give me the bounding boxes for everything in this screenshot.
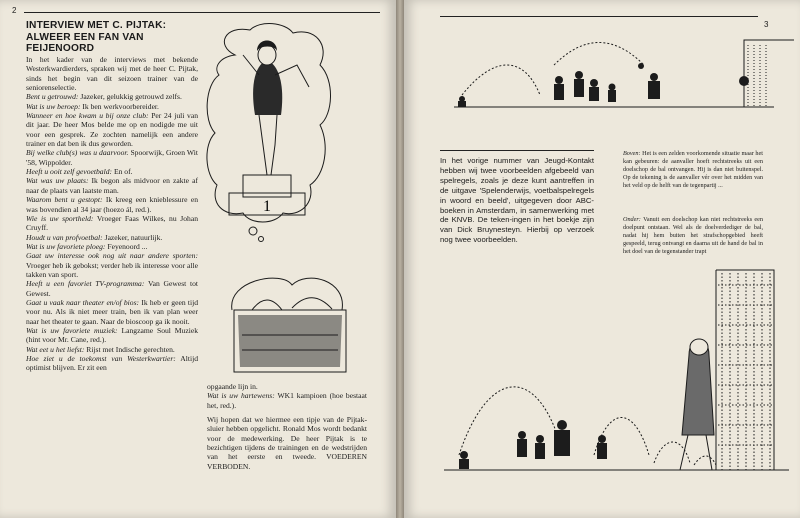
interview-qa-item — [26, 345, 198, 354]
trophy-number: 1 — [263, 198, 271, 215]
caption-top — [623, 150, 763, 190]
interview-question: Waarom bent u gestopt: — [26, 195, 103, 205]
closing-paragraph: Wij hopen dat we hiermee een tipje van de Pijtak-sluier hebben opgelicht. Ronald Mos wordt bedankt voor de medewerking. De heer Pijtak is te bezichtigen tijdens de trainingen en de wedstrijden van het eerste en tweede. VOEDEREN VERBODEN. — [207, 415, 367, 471]
interview-question: Wie is uw sportheld: — [26, 213, 94, 223]
interview-answer: En of. — [113, 167, 133, 177]
interview-question: Wat is uw favoriete ploeg: — [26, 241, 106, 251]
intro-paragraph: In het kader van de interviews met bekende Westerkwardierders, spraken wij met de heer C. Pijtak, sinds het begin van dit seizoen trainer van de seniorenselectie. — [26, 55, 198, 93]
interview-question: Heeft u een favoriet TV-programma: — [26, 279, 145, 289]
caption-bottom-label: Onder: — [623, 216, 641, 223]
interview-question: Gaat uw interesse ook nog uit naar andere sporten: — [26, 251, 198, 261]
article-rule — [440, 150, 594, 151]
page-number-right: 3 — [764, 20, 769, 29]
trophy-cartoon — [205, 25, 335, 245]
interview-qa-item — [26, 167, 198, 176]
interview-answer: Ik heb er geen tijd voor nu. Als ik niet meer train, ben ik van plan weer naar het theater te gaan. Naar de bioscoop ga ik nooit. — [26, 297, 199, 326]
second-column — [207, 382, 367, 471]
caption-top-text: Het is een zelden voorkomende situatie maar het kan gebeuren: de aanvaller hoeft rechtstreeks uit een doelschop de bal ontvangen. Hij is dan niet buitenspel. Op de tekening is de aanvaller vér over het midden van het veld op de helft van de tegenpartij ... — [623, 150, 763, 189]
title-line-2: ALWEER EEN FAN VAN FEIJENOORD — [26, 31, 144, 54]
interview-qa-item — [26, 195, 198, 214]
interview-question: Wanneer en hoe kwam u bij onze club: — [26, 111, 149, 121]
interview-question: Bent u getrouwd: — [26, 92, 79, 102]
interview-question: Wat eet u het liefst: — [26, 344, 85, 354]
interview-qa-item — [26, 111, 198, 148]
header-rule-left — [24, 12, 380, 13]
interview-question: Wat is uw favoriete muziek: — [26, 325, 118, 335]
hartewens-question: Wat is uw hartewens: — [207, 391, 275, 401]
interview-question: Hoe ziet u de toekomst van Westerkwartier: — [26, 354, 176, 363]
interview-answer: Feyenoord ... — [107, 241, 148, 251]
caption-bottom-text: Vanuit een doelschop kan niet rechtstreeks een doelpunt ontstaan. Wel als de doelverdediger de bal, nadat hij hem buiten het strafschopgebied heeft gespeeld, terug ontvangt en daarna uit de hand de bal in het doel van de tegenstander trapt — [623, 216, 763, 255]
caption-top-label: Boven: — [623, 150, 641, 157]
interview-qa-item — [26, 214, 198, 233]
interview-answer: Altijd optimist blijven. Er zit een — [26, 354, 198, 373]
title-line-1: INTERVIEW MET C. PIJTAK: — [26, 20, 167, 31]
interview-qa-item — [26, 176, 198, 195]
interview-qa-item — [26, 326, 198, 345]
article-text: In het vorige nummer van Jeugd-Kontakt hebben wij twee voorbeelden afgebeeld van spelregels, zoals je deze kunt aantreffen in de uitgave 'Spelenderwijs, voetbalspelregels in woord en beeld', uitgegeven door ABC-boeken in Amsterdam, in samenwerking met de KNVB. De teken-ingen in het boekje zijn van Dick Bruynesteyn. Hierbij op verzoek nog twee voorbeelden. — [440, 156, 594, 245]
interview-answer: Vroeger heb ik gebokst; verder heb ik interesse voor alle takken van sport. — [26, 260, 198, 279]
right-page — [404, 0, 800, 518]
interview-qa-item — [26, 298, 198, 326]
interview-qa-item — [26, 92, 198, 101]
interview-question: Gaat u vaak naar theater en/of bios: — [26, 297, 140, 307]
continuation-text: opgaande lijn in. — [207, 382, 258, 391]
interview-answer: Ik begon als midvoor en zakte af naar de plaats van laatste man. — [26, 176, 198, 195]
page-number-left: 2 — [12, 6, 17, 15]
interview-answer: Ik kreeg een knieblessure en was bovendien al 34 jaar (hoezo ál, red.). — [26, 195, 198, 214]
caption-bottom — [623, 216, 763, 256]
interview-qa-item — [26, 242, 198, 251]
interview-answer: Rijst met Indische gerechten. — [86, 344, 175, 354]
interview-qa-item — [26, 233, 198, 242]
interview-question: Houdt u van profvoetbal: — [26, 232, 103, 242]
interview-question: Wat was uw plaats: — [26, 176, 89, 186]
interview-answer: Van Gewest tot Gewest. — [26, 279, 198, 298]
header-rule-right — [440, 16, 758, 17]
chest-cartoon — [222, 275, 357, 375]
interview-answer: Per 24 juli van dit jaar. De heer Mos belde me op en nodigde me uit voor een gesprek. Ze zochten namelijk een andere trainer en dat ben ik dus geworden. — [26, 111, 198, 149]
interview-qa-item — [26, 354, 198, 373]
interview-column — [26, 55, 198, 373]
interview-qa-item — [26, 148, 198, 167]
interview-answer: Spoorwijk, Groen Wit '58, Wippolder. — [26, 148, 198, 167]
interview-question: Heeft u ooit zelf gevoetbald: — [26, 167, 113, 177]
book-gutter — [396, 0, 404, 518]
interview-qa-item — [26, 102, 198, 111]
interview-qa-item — [26, 279, 198, 298]
top-cartoon — [444, 35, 796, 115]
interview-answer: Jazeker, natuurlijk. — [104, 232, 163, 242]
interview-question: Bij welke club(s) was u daarvoor. — [26, 148, 129, 158]
article-title — [26, 20, 196, 55]
interview-answer: Ik ben werkvoorbereider. — [82, 101, 159, 111]
interview-question: Wat is uw beroep: — [26, 101, 81, 111]
interview-answer: Langzame Soul Muziek (hint voor Mr. Cane, red.). — [26, 325, 198, 345]
hartewens-answer: WK1 kampioen (hoe bestaat het, red.). — [207, 391, 368, 410]
interview-answer: Jazeker, gelukkig getrouwd zelfs. — [80, 92, 182, 102]
left-page — [0, 0, 396, 518]
interview-qa-item — [26, 251, 198, 279]
interview-answer: Vroeger Faas Wilkes, nu Johan Cruyff. — [26, 213, 198, 233]
bottom-cartoon — [444, 265, 796, 500]
